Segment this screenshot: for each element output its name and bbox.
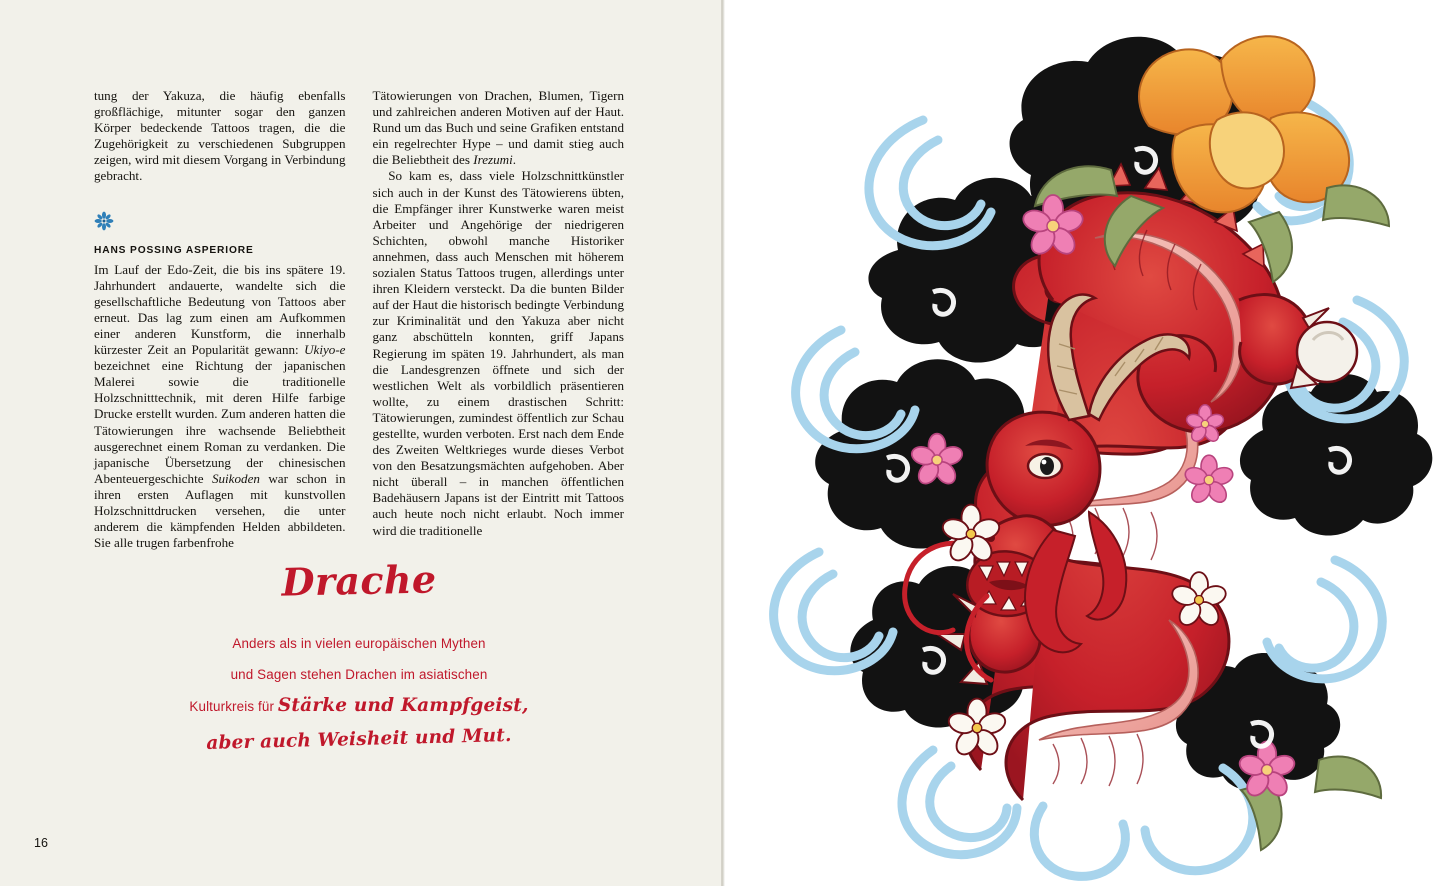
subtitle-line-2: und Sagen stehen Drachen im asiatischen: [230, 666, 488, 682]
chapter-subtitle: [94, 628, 624, 755]
paragraph-body-3: So kam es, dass viele Holzschnittkünstler sich auch in der Kunst des Tätowierens übten, die Empfänger ihrer Kunstwerke waren meist Arbeiter und Angehörige der niedrigeren Schichten, obwohl manche Historiker annehmen, dass auch Menschen mit höherem sozialen Status Tattoos trugen, allerdings unter ihren Kleidern versteckt. Da die bunten Bilder auf der Haut die historisch bedingte Verbindung zur Kriminalität und den Yakuza aber nicht ganz abschütteln konnten, griff Japans Regierung im späten 19. Jahrhundert, als man die Landesgrenzen öffnete und sich der westlichen Welt als vorbildlich präsentieren wollte, zu einem drastischen Schritt: Tätowierungen, zumindest öffentlich zur Schau gestellte, wurden verboten. Erst nach dem Ende des Zweiten Weltkrieges wurde dieses Verbot von den Besatzungsmächten aufgehoben. Aber nicht überall – in manchen öffentlichen Badehäusern Japans ist der Eintritt mit Tattoos auch heute noch nicht erlaubt. Noch immer wird die traditionelle: [372, 168, 624, 538]
paragraph-body-2: Tätowierungen von Drachen, Blumen, Tigern und zahlreichen anderen Motiven auf der Haut. Rund um das Buch und seine Grafiken entstand ein regelrechter Hype – und damit stieg auch die Beliebtheit des Irezumi.: [372, 88, 624, 168]
text-column-1: [94, 88, 346, 551]
dragon-eye: [1028, 454, 1062, 478]
chapter-display-block: [94, 556, 624, 755]
flower-asterisk-icon: [94, 211, 114, 231]
japanese-red-dragon-tattoo-illustration: [723, 0, 1445, 886]
subtitle-line-3-plain: Kulturkreis für: [189, 698, 278, 714]
subtitle-line-1: Anders als in vielen europäischen Mythen: [232, 635, 486, 651]
page-number: 16: [34, 836, 48, 850]
right-page: [723, 0, 1445, 886]
subtitle-line-3-script: Stärke und Kampfgeist,: [277, 694, 529, 716]
dragon-pearl: [1297, 322, 1357, 382]
chapter-title: Drache: [281, 556, 437, 605]
subtitle-line-4-script: aber auch Weisheit und Mut.: [206, 724, 512, 754]
paragraph-continued: tung der Yakuza, die häufig ebenfalls großflächige, mitunter sogar den ganzen Körper bedeckende Tattoos tragen, die die Zugehörigkeit zu verschiedenen Subgruppen zeigen, wird mit diesem Vorgang in Verbindung gebracht.: [94, 88, 346, 184]
section-heading: HANS POSSING ASPERIORE: [94, 244, 254, 256]
paragraph-body-1: Im Lauf der Edo-Zeit, die bis ins spätere 19. Jahrhundert andauerte, wandelte sich die gesellschaftliche Bedeutung von Tattoos aber erneut. Das lag zum einen am Aufkommen einer anderen Kunstform, die innerhalb kürzester Zeit an Popularität gewann: Ukiyo-e bezeichnet eine Richtung der japanischen Malerei sowie die traditionelle Holzschnitttechnik, mit deren Hilfe farbige Drucke erstellt wurden. Zum anderen hatten die Tätowierungen ihre wachsende Beliebtheit ausgerechnet einem Roman zu verdanken. Die japanische Übersetzung der chinesischen Abenteuergeschichte Suikoden war schon in ihren ersten Auflagen mit kunstvollen Holzschnittdrucken versehen, die unter anderem die kämpfenden Helden abbildeten. Sie alle trugen farbenfrohe: [94, 261, 346, 551]
book-gutter: [721, 0, 725, 886]
text-column-2: [373, 88, 625, 551]
text-columns: [94, 88, 624, 551]
